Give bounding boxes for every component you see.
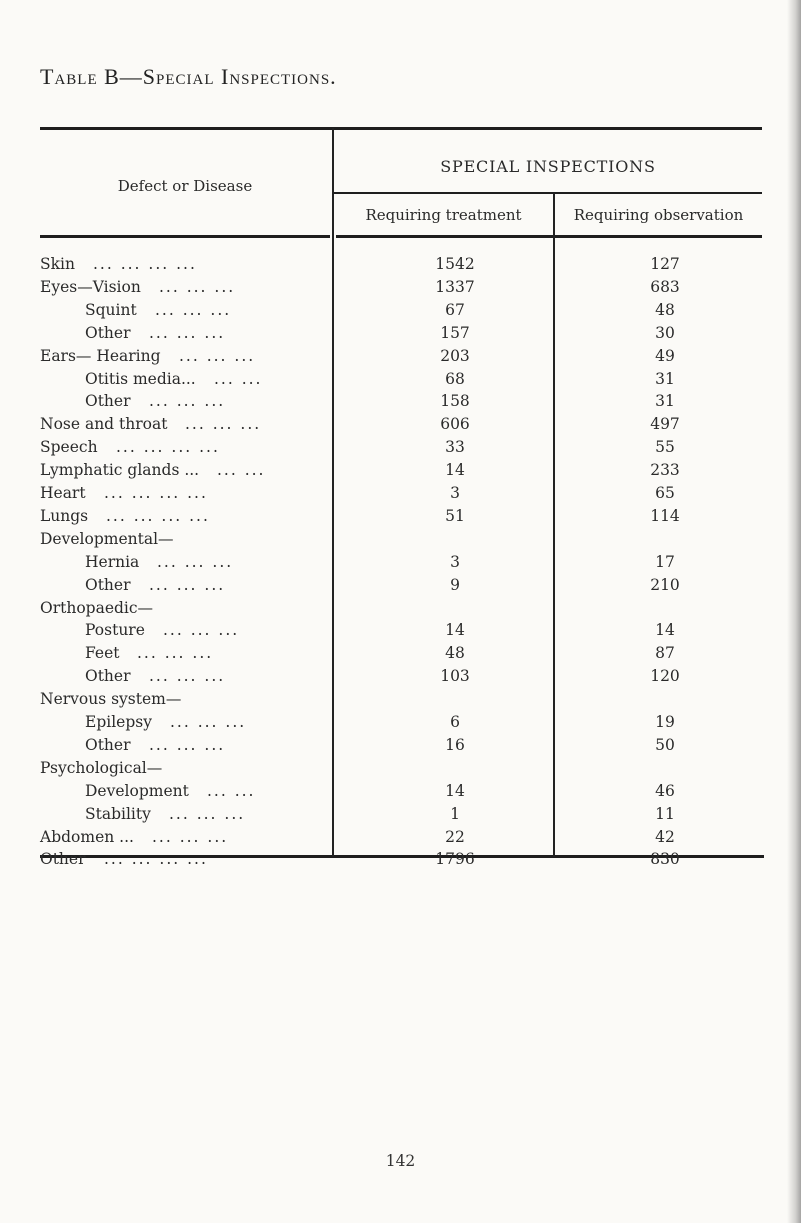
subheader-rule (334, 192, 762, 194)
cell-requiring-treatment: 6 (450, 713, 460, 731)
cell-requiring-treatment: 3 (450, 552, 460, 571)
header-bottom-rule-right (336, 235, 762, 238)
header-requiring-observation: Requiring observation (573, 206, 744, 224)
cell-requiring-observation: 233 (650, 461, 680, 480)
leader-dots: ... ... (217, 461, 266, 480)
row-label: Abdomen ... (40, 827, 134, 846)
row-label: Other (85, 392, 131, 411)
cell-requiring-observation: 50 (655, 735, 675, 754)
cell-requiring-treatment: 606 (440, 415, 470, 434)
row-label: Speech (40, 438, 98, 457)
row-label: Posture (85, 621, 145, 640)
cell-requiring-observation: 87 (655, 644, 675, 663)
row-label: Ears— Hearing (40, 346, 161, 365)
row-label: Psychological— (40, 758, 163, 777)
row-label: Eyes—Vision (40, 277, 141, 296)
row-label: Other (85, 575, 131, 594)
leader-dots: ... ... ... (149, 575, 226, 594)
cell-requiring-treatment: 33 (445, 438, 465, 457)
cell-requiring-observation: 210 (650, 575, 680, 594)
cell-requiring-observation: 497 (650, 415, 680, 434)
cell-requiring-treatment: 48 (445, 644, 465, 663)
cell-requiring-treatment: 158 (440, 392, 470, 411)
row-label: Other (85, 667, 131, 686)
leader-dots: ... ... ... ... (106, 506, 210, 525)
row-label: Nervous system— (40, 690, 182, 709)
row-label: Epilepsy (85, 713, 152, 731)
cell-requiring-observation: 114 (650, 506, 680, 525)
leader-dots: ... ... ... (149, 667, 226, 686)
row-label: Feet (85, 644, 120, 663)
cell-requiring-observation: 31 (655, 369, 675, 388)
row-label: Squint (85, 300, 137, 319)
leader-dots: ... ... ... (149, 392, 226, 411)
leader-dots: ... ... ... (185, 415, 262, 434)
cell-requiring-observation: 683 (650, 277, 680, 296)
leader-dots: ... ... ... (137, 644, 214, 663)
leader-dots: ... ... ... (159, 277, 236, 296)
cell-requiring-treatment: 1542 (435, 255, 475, 273)
leader-dots: ... ... ... (170, 713, 247, 731)
row-label: Otitis media... (85, 369, 196, 388)
row-label: Other (85, 323, 131, 342)
leader-dots: ... ... ... (163, 621, 240, 640)
row-label: Lymphatic glands ... (40, 461, 200, 480)
cell-requiring-observation: 120 (650, 667, 680, 686)
leader-dots: ... ... (214, 369, 263, 388)
header-requiring-treatment: Requiring treatment (365, 206, 522, 224)
cell-requiring-treatment: 14 (445, 621, 465, 640)
leader-dots: ... ... ... (149, 735, 226, 754)
leader-dots: ... ... ... (157, 552, 234, 571)
cell-requiring-treatment: 67 (445, 300, 465, 319)
row-label: Heart (40, 484, 86, 502)
cell-requiring-observation: 31 (655, 392, 675, 411)
table-row (40, 850, 760, 876)
row-label: Lungs (40, 506, 89, 525)
header-special-inspections: SPECIAL INSPECTIONS (440, 157, 656, 176)
cell-requiring-treatment: 22 (445, 827, 465, 846)
row-label: Development (85, 781, 189, 800)
row-label: Orthopaedic— (40, 598, 154, 617)
cell-requiring-treatment: 9 (450, 575, 460, 594)
cell-requiring-observation: 11 (655, 804, 675, 823)
cell-requiring-observation: 17 (655, 552, 675, 571)
row-label: Other (40, 850, 86, 869)
row-label: Other (85, 735, 131, 754)
leader-dots: ... ... ... (155, 300, 232, 319)
page-title: Table B—Special Inspections. (40, 64, 337, 89)
leader-dots: ... ... ... ... (93, 255, 197, 273)
cell-requiring-treatment: 203 (440, 346, 470, 365)
cell-requiring-treatment: 14 (445, 461, 465, 480)
table-top-rule (40, 127, 762, 130)
cell-requiring-observation: 30 (655, 323, 675, 342)
leader-dots: ... ... ... (179, 346, 256, 365)
cell-requiring-treatment: 103 (440, 667, 470, 686)
cell-requiring-observation: 55 (655, 438, 675, 457)
cell-requiring-observation: 830 (650, 850, 680, 869)
leader-dots: ... ... ... (169, 804, 246, 823)
row-label: Stability (85, 804, 151, 823)
cell-requiring-treatment: 1796 (435, 850, 475, 869)
cell-requiring-observation: 48 (655, 300, 675, 319)
page-edge-shadow (787, 0, 801, 1223)
row-label: Skin (40, 255, 75, 273)
leader-dots: ... ... ... (152, 827, 229, 846)
cell-requiring-observation: 42 (655, 827, 675, 846)
cell-requiring-observation: 14 (655, 621, 675, 640)
row-label: Hernia (85, 552, 140, 571)
row-label: Developmental— (40, 529, 174, 548)
leader-dots: ... ... ... ... (116, 438, 220, 457)
header-bottom-rule-left (40, 235, 330, 238)
cell-requiring-treatment: 14 (445, 781, 465, 800)
cell-requiring-treatment: 1337 (435, 277, 475, 296)
row-label: Nose and throat (40, 415, 168, 434)
cell-requiring-observation: 65 (655, 484, 675, 502)
leader-dots: ... ... ... (149, 323, 226, 342)
cell-requiring-observation: 127 (650, 255, 680, 273)
cell-requiring-treatment: 51 (445, 506, 465, 525)
cell-requiring-treatment: 157 (440, 323, 470, 342)
cell-requiring-treatment: 1 (450, 804, 460, 823)
cell-requiring-observation: 46 (655, 781, 675, 800)
cell-requiring-observation: 49 (655, 346, 675, 365)
cell-requiring-treatment: 3 (450, 484, 460, 502)
page-number: 142 (385, 1152, 416, 1170)
leader-dots: ... ... ... ... (104, 850, 208, 869)
cell-requiring-observation: 19 (655, 713, 675, 731)
leader-dots: ... ... (207, 781, 256, 800)
cell-requiring-treatment: 68 (445, 369, 465, 388)
header-defect: Defect or Disease (117, 177, 253, 195)
leader-dots: ... ... ... ... (104, 484, 208, 502)
cell-requiring-treatment: 16 (445, 735, 465, 754)
